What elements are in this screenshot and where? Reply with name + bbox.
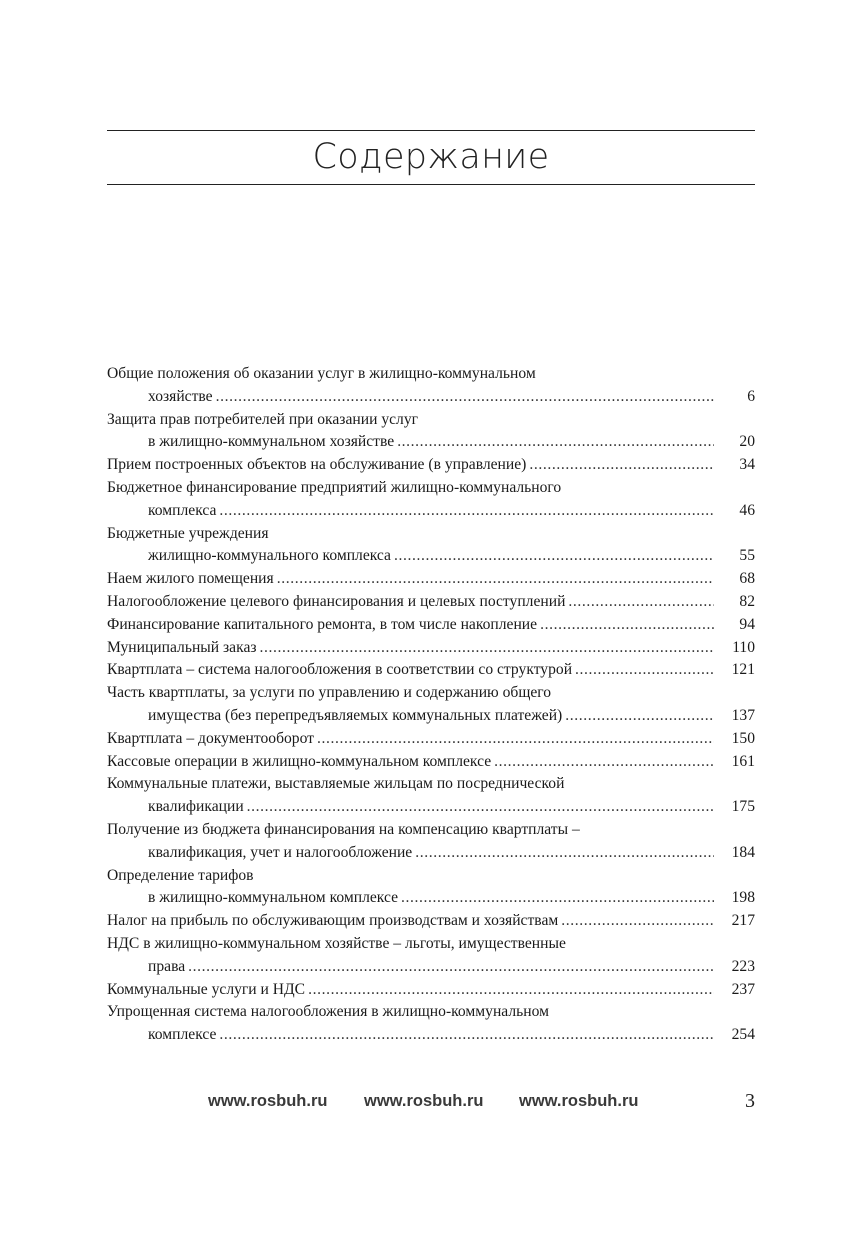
toc-entry-line (107, 705, 755, 728)
toc-entry[interactable] (107, 910, 755, 933)
toc-entry[interactable] (107, 523, 755, 569)
footer-url[interactable]: www.rosbuh.ru (208, 1092, 328, 1110)
toc-entry-title: жилищно-коммунального комплекса (148, 547, 391, 565)
dot-leader (317, 728, 714, 751)
toc-entry-title: квалификации (148, 798, 244, 816)
toc-page-number: 82 (739, 592, 755, 610)
toc-page-number: 121 (731, 661, 755, 679)
toc-entry-title: Упрощенная система налогообложения в жилищно-коммунальном (107, 1003, 549, 1021)
toc-page-number: 198 (731, 889, 755, 907)
dot-leader (494, 751, 714, 774)
title-bottom-rule (107, 184, 755, 185)
toc-entry-line (107, 431, 755, 454)
toc-entry[interactable] (107, 728, 755, 751)
footer-url[interactable]: www.rosbuh.ru (519, 1092, 639, 1110)
toc-entry-line (107, 819, 755, 842)
toc-entry-title: Бюджетное финансирование предприятий жилищно-коммунального (107, 478, 562, 496)
toc-entry-title: Определение тарифов (107, 866, 254, 884)
page-number: 3 (745, 1090, 755, 1112)
toc-entry-line (107, 614, 755, 637)
toc-page-number: 20 (739, 433, 755, 451)
toc-entry[interactable] (107, 659, 755, 682)
toc-entry-title: комплекса (148, 501, 217, 519)
dot-leader (415, 842, 714, 865)
toc-entry-line (107, 659, 755, 682)
toc-entry-title: Защита прав потребителей при оказании услуг (107, 410, 419, 428)
dot-leader (540, 614, 714, 637)
toc-entry[interactable] (107, 751, 755, 774)
toc-entry[interactable] (107, 614, 755, 637)
toc-entry[interactable] (107, 773, 755, 819)
toc-page-number: 184 (731, 843, 755, 861)
toc-entry-title: Коммунальные платежи, выставляемые жильцам по посреднической (107, 775, 565, 793)
toc-entry-title: Прием построенных объектов на обслуживание (в управление) (107, 456, 527, 474)
dot-leader (247, 796, 714, 819)
toc-entry-line (107, 933, 755, 956)
dot-leader (308, 979, 714, 1002)
toc-entry-title: Муниципальный заказ (107, 638, 257, 656)
toc-page-number: 55 (739, 547, 755, 565)
dot-leader (568, 591, 714, 614)
toc-entry-line (107, 568, 755, 591)
toc-entry[interactable] (107, 477, 755, 523)
footer-url[interactable]: www.rosbuh.ru (364, 1092, 484, 1110)
toc-page-number: 46 (739, 501, 755, 519)
toc-entry-title: Налогообложение целевого финансирования и целевых поступлений (107, 592, 566, 610)
toc-page-number: 110 (732, 638, 755, 656)
toc-entry-line (107, 545, 755, 568)
toc-entry-title: Коммунальные услуги и НДС (107, 980, 306, 998)
toc-entry-line (107, 386, 755, 409)
toc-entry-title: НДС в жилищно-коммунальном хозяйстве – льготы, имущественные (107, 934, 566, 952)
toc-entry-line (107, 1024, 755, 1047)
toc-page-number: 223 (731, 957, 755, 975)
toc-entry-title: Квартплата – система налогообложения в соответствии со структурой (107, 661, 573, 679)
dot-leader (397, 431, 714, 454)
toc-entry[interactable] (107, 865, 755, 911)
toc-entry-line (107, 1001, 755, 1024)
toc-entry[interactable] (107, 979, 755, 1002)
dot-leader (575, 659, 714, 682)
toc-entry-title: Финансирование капитального ремонта, в том числе накопление (107, 615, 538, 633)
toc-entry-title: имущества (без перепредъявляемых коммунальных платежей) (148, 706, 563, 724)
dot-leader (188, 956, 714, 979)
toc-entry-title: в жилищно-коммунальном хозяйстве (148, 433, 395, 451)
toc-entry-line (107, 979, 755, 1002)
toc-entry[interactable] (107, 933, 755, 979)
toc-entry-line (107, 728, 755, 751)
toc-entry-line (107, 751, 755, 774)
toc-page-number: 94 (739, 615, 755, 633)
toc-entry-line (107, 637, 755, 660)
toc-entry-title: квалификация, учет и налогообложение (148, 843, 413, 861)
toc-page-number: 254 (731, 1026, 755, 1044)
page-title: Содержание (312, 137, 550, 177)
toc-entry-title: Налог на прибыль по обслуживающим производствам и хозяйствам (107, 912, 559, 930)
toc-entry-line (107, 796, 755, 819)
toc-entry[interactable] (107, 1001, 755, 1047)
dot-leader (394, 545, 714, 568)
dot-leader (565, 705, 714, 728)
toc-entry[interactable] (107, 568, 755, 591)
page-footer (0, 1092, 857, 1118)
toc-entry-title: Часть квартплаты, за услуги по управлению и содержанию общего (107, 684, 552, 702)
toc-entry-title: Бюджетные учреждения (107, 524, 269, 542)
toc-entry-line (107, 682, 755, 705)
toc-entry[interactable] (107, 591, 755, 614)
table-of-contents (107, 363, 755, 1047)
toc-entry-line (107, 956, 755, 979)
dot-leader (277, 568, 714, 591)
toc-entry-title: Квартплата – документооборот (107, 729, 314, 747)
toc-entry-line (107, 591, 755, 614)
toc-entry-title: права (148, 957, 186, 975)
toc-entry-line (107, 409, 755, 432)
toc-entry-line (107, 500, 755, 523)
dot-leader (219, 500, 714, 523)
toc-page-number: 175 (731, 798, 755, 816)
dot-leader (529, 454, 714, 477)
toc-page-number: 68 (739, 570, 755, 588)
toc-entry-title: в жилищно-коммунальном комплексе (148, 889, 398, 907)
title-top-rule (107, 130, 755, 131)
toc-entry-title: комплексе (148, 1026, 217, 1044)
toc-entry-line (107, 865, 755, 888)
dot-leader (216, 386, 714, 409)
toc-entry-line (107, 477, 755, 500)
toc-entry-line (107, 523, 755, 546)
toc-entry-line (107, 363, 755, 386)
toc-page-number: 217 (731, 912, 755, 930)
toc-entry[interactable] (107, 409, 755, 455)
dot-leader (401, 887, 714, 910)
toc-entry[interactable] (107, 682, 755, 728)
toc-page-number: 161 (731, 752, 755, 770)
toc-entry[interactable] (107, 819, 755, 865)
dot-leader (219, 1024, 714, 1047)
toc-entry[interactable] (107, 454, 755, 477)
toc-entry-line (107, 842, 755, 865)
toc-entry-line (107, 910, 755, 933)
toc-entry-line (107, 454, 755, 477)
toc-entry-title: Кассовые операции в жилищно-коммунальном комплексе (107, 752, 492, 770)
toc-page-number: 237 (731, 980, 755, 998)
toc-entry-line (107, 773, 755, 796)
toc-entry-title: Получение из бюджета финансирования на компенсацию квартплаты – (107, 820, 580, 838)
toc-entry[interactable] (107, 637, 755, 660)
toc-page-number: 137 (731, 706, 755, 724)
dot-leader (260, 637, 714, 660)
toc-entry-title: хозяйстве (148, 387, 213, 405)
dot-leader (561, 910, 714, 933)
toc-entry-title: Наем жилого помещения (107, 570, 274, 588)
toc-page-number: 34 (739, 456, 755, 474)
toc-entry[interactable] (107, 363, 755, 409)
toc-entry-line (107, 887, 755, 910)
toc-entry-title: Общие положения об оказании услуг в жилищно-коммунальном (107, 365, 536, 382)
toc-page-number: 6 (747, 387, 755, 405)
toc-page-number: 150 (731, 729, 755, 747)
